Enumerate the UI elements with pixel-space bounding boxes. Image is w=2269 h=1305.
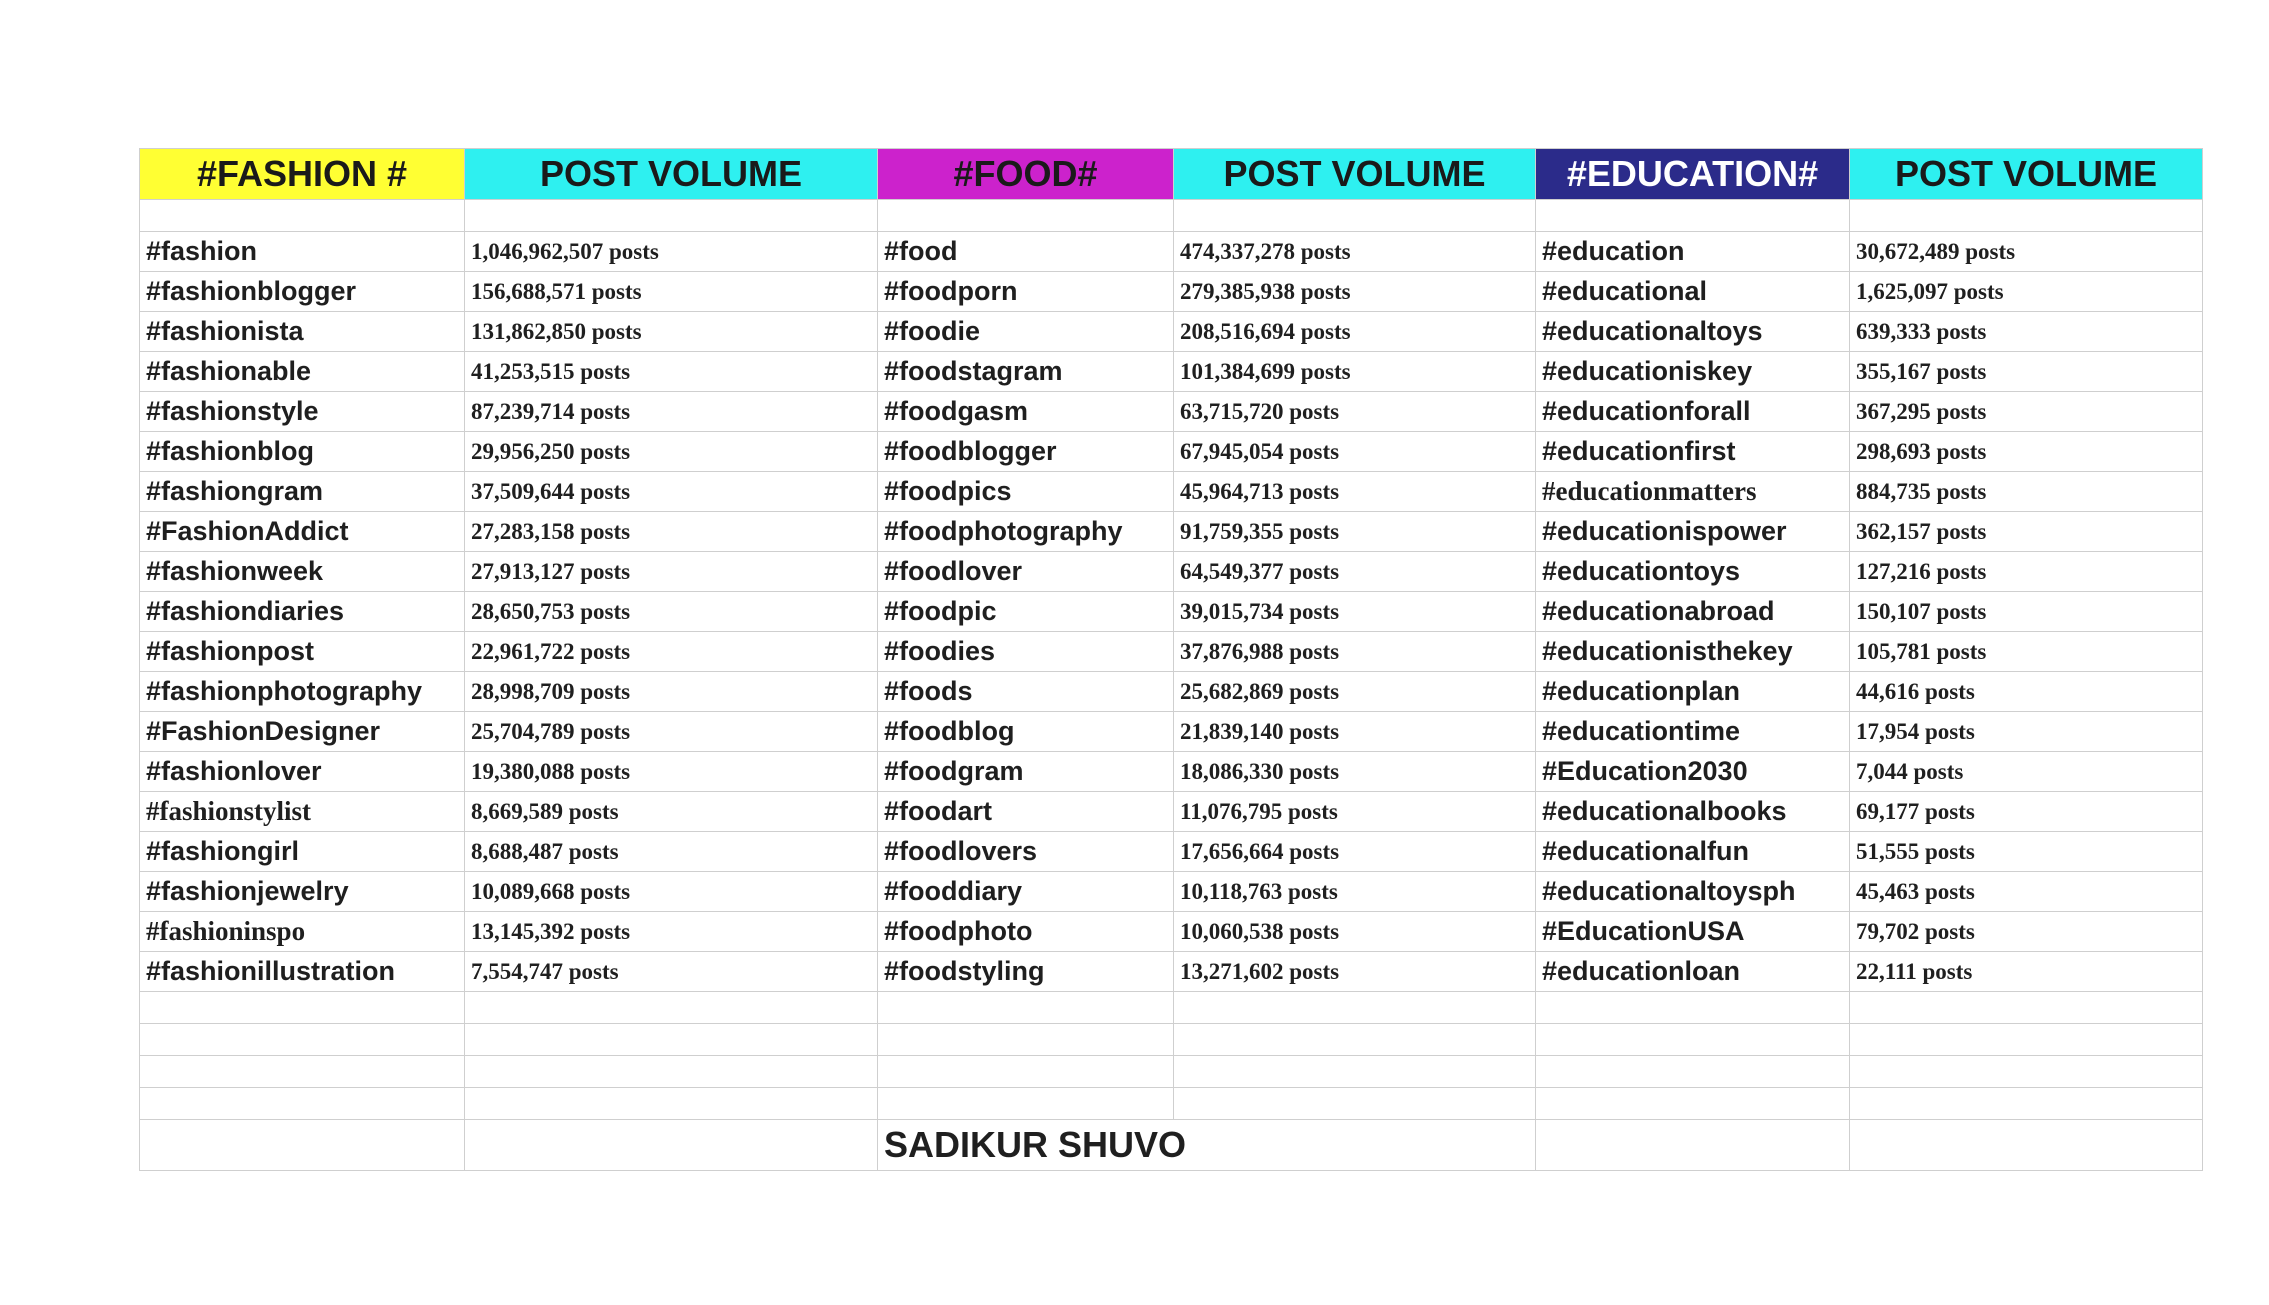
education-hashtag-cell[interactable]: #educationiskey — [1536, 352, 1850, 392]
fashion-post-volume-cell[interactable]: 28,998,709 posts — [465, 672, 878, 712]
fashion-post-volume-cell[interactable]: 37,509,644 posts — [465, 472, 878, 512]
table-row — [140, 712, 2203, 752]
empty-cell[interactable] — [140, 1056, 465, 1088]
food-header[interactable]: #FOOD# — [878, 149, 1174, 200]
fashion-hashtag-cell[interactable]: #fashionista — [140, 312, 465, 352]
fashion-post-volume-cell[interactable]: 87,239,714 posts — [465, 392, 878, 432]
education-post-volume-cell[interactable]: 17,954 posts — [1850, 712, 2203, 752]
empty-cell[interactable] — [1850, 1056, 2203, 1088]
education-hashtag-cell[interactable]: #educationispower — [1536, 512, 1850, 552]
table-row — [140, 232, 2203, 272]
food-hashtag-cell[interactable]: #foodphotography — [878, 512, 1174, 552]
food-hashtag-cell[interactable]: #foodlovers — [878, 832, 1174, 872]
food-hashtag-cell[interactable]: #foodlover — [878, 552, 1174, 592]
food-post-volume-cell[interactable]: 474,337,278 posts — [1174, 232, 1536, 272]
education-hashtag-cell[interactable]: #educationloan — [1536, 952, 1850, 992]
food-hashtag-cell[interactable]: #foodart — [878, 792, 1174, 832]
empty-cell[interactable] — [1174, 1024, 1536, 1056]
empty-cell[interactable] — [140, 1024, 465, 1056]
food-post-volume-cell[interactable]: 18,086,330 posts — [1174, 752, 1536, 792]
empty-cell[interactable] — [1536, 1088, 1850, 1120]
food-hashtag-cell[interactable]: #foodpics — [878, 472, 1174, 512]
food-hashtag-cell[interactable]: #foodporn — [878, 272, 1174, 312]
empty-cell[interactable] — [878, 1024, 1174, 1056]
fashion-hashtag-cell[interactable]: #fashionlover — [140, 752, 465, 792]
fashion-post-volume-cell[interactable]: 29,956,250 posts — [465, 432, 878, 472]
food-post-volume-cell[interactable]: 67,945,054 posts — [1174, 432, 1536, 472]
education-post-volume-cell[interactable]: 30,672,489 posts — [1850, 232, 2203, 272]
education-post-volume-cell[interactable]: 150,107 posts — [1850, 592, 2203, 632]
fashion-hashtag-cell[interactable]: #fashiongirl — [140, 832, 465, 872]
education-hashtag-cell[interactable]: #educationtoys — [1536, 552, 1850, 592]
table-row — [140, 632, 2203, 672]
education-post-volume-cell[interactable]: 298,693 posts — [1850, 432, 2203, 472]
empty-cell[interactable] — [465, 1088, 878, 1120]
empty-cell[interactable] — [465, 1120, 878, 1171]
education-post-volume-cell[interactable]: 127,216 posts — [1850, 552, 2203, 592]
education-post-volume-cell[interactable]: 44,616 posts — [1850, 672, 2203, 712]
education-hashtag-cell[interactable]: #educationforall — [1536, 392, 1850, 432]
education-hashtag-cell[interactable]: #educationalfun — [1536, 832, 1850, 872]
food-hashtag-cell[interactable]: #foodgram — [878, 752, 1174, 792]
education-hashtag-cell[interactable]: #EducationUSA — [1536, 912, 1850, 952]
fashion-hashtag-cell[interactable]: #fashionstyle — [140, 392, 465, 432]
fashion-post-volume-cell[interactable]: 28,650,753 posts — [465, 592, 878, 632]
fashion-hashtag-cell[interactable]: #fashionjewelry — [140, 872, 465, 912]
education-post-volume-cell[interactable]: 7,044 posts — [1850, 752, 2203, 792]
fashion-hashtag-cell[interactable]: #fashion — [140, 232, 465, 272]
education-post-volume-cell[interactable]: 105,781 posts — [1850, 632, 2203, 672]
header-row — [140, 149, 2203, 200]
food-post-volume-cell[interactable]: 208,516,694 posts — [1174, 312, 1536, 352]
food-post-volume-cell[interactable]: 91,759,355 posts — [1174, 512, 1536, 552]
education-post-volume-cell[interactable]: 367,295 posts — [1850, 392, 2203, 432]
food-hashtag-cell[interactable]: #foodstyling — [878, 952, 1174, 992]
table-row — [140, 592, 2203, 632]
empty-cell[interactable] — [465, 1024, 878, 1056]
education-post-volume-cell[interactable]: 69,177 posts — [1850, 792, 2203, 832]
empty-cell[interactable] — [1850, 992, 2203, 1024]
empty-cell[interactable] — [1850, 1120, 2203, 1171]
education-hashtag-cell[interactable]: #educationtime — [1536, 712, 1850, 752]
empty-cell[interactable] — [1174, 1088, 1536, 1120]
table-row — [140, 472, 2203, 512]
food-post-volume-cell[interactable]: 21,839,140 posts — [1174, 712, 1536, 752]
education-hashtag-cell[interactable]: #education — [1536, 232, 1850, 272]
education-post-volume-cell[interactable]: 884,735 posts — [1850, 472, 2203, 512]
food-post-volume-cell[interactable]: 279,385,938 posts — [1174, 272, 1536, 312]
fashion-hashtag-cell[interactable]: #fashionblogger — [140, 272, 465, 312]
food-hashtag-cell[interactable]: #foodpic — [878, 592, 1174, 632]
table-row — [140, 752, 2203, 792]
empty-cell[interactable] — [878, 1088, 1174, 1120]
empty-cell[interactable] — [1536, 1056, 1850, 1088]
empty-row — [140, 992, 2203, 1024]
table-row — [140, 432, 2203, 472]
empty-cell[interactable] — [1536, 200, 1850, 232]
education-hashtag-cell[interactable]: #educationaltoys — [1536, 312, 1850, 352]
education-header[interactable]: #EDUCATION# — [1536, 149, 1850, 200]
fashion-hashtag-cell[interactable]: #fashionstylist — [140, 792, 465, 832]
fashion-post-volume-cell[interactable]: 8,688,487 posts — [465, 832, 878, 872]
author-name[interactable]: SADIKUR SHUVO — [878, 1120, 1536, 1171]
fashion-post-volume-cell[interactable]: 19,380,088 posts — [465, 752, 878, 792]
table-row — [140, 872, 2203, 912]
empty-cell[interactable] — [140, 200, 465, 232]
table-row — [140, 912, 2203, 952]
empty-cell[interactable] — [1174, 992, 1536, 1024]
education-post-volume-cell[interactable]: 51,555 posts — [1850, 832, 2203, 872]
food-hashtag-cell[interactable]: #food — [878, 232, 1174, 272]
education-post-volume-cell[interactable]: 1,625,097 posts — [1850, 272, 2203, 312]
fashion-post-volume-cell[interactable]: 156,688,571 posts — [465, 272, 878, 312]
fashion-hashtag-cell[interactable]: #FashionDesigner — [140, 712, 465, 752]
fashion-hashtag-cell[interactable]: #fashioninspo — [140, 912, 465, 952]
empty-cell[interactable] — [1536, 992, 1850, 1024]
education-post-volume-cell[interactable]: 45,463 posts — [1850, 872, 2203, 912]
fashion-hashtag-cell[interactable]: #fashionblog — [140, 432, 465, 472]
food-post-volume-cell[interactable]: 63,715,720 posts — [1174, 392, 1536, 432]
table-row — [140, 512, 2203, 552]
food-post-volume-cell[interactable]: 10,060,538 posts — [1174, 912, 1536, 952]
empty-cell[interactable] — [140, 992, 465, 1024]
empty-cell[interactable] — [878, 1056, 1174, 1088]
fashion-hashtag-cell[interactable]: #fashionpost — [140, 632, 465, 672]
education-hashtag-cell[interactable]: #educationisthekey — [1536, 632, 1850, 672]
footer-row — [140, 1120, 2203, 1171]
empty-cell[interactable] — [465, 200, 878, 232]
education-post-volume-cell[interactable]: 639,333 posts — [1850, 312, 2203, 352]
fashion-post-volume-cell[interactable]: 25,704,789 posts — [465, 712, 878, 752]
empty-cell[interactable] — [465, 992, 878, 1024]
fashion-hashtag-cell[interactable]: #fashionphotography — [140, 672, 465, 712]
empty-cell[interactable] — [878, 200, 1174, 232]
food-hashtag-cell[interactable]: #foodblogger — [878, 432, 1174, 472]
food-post-volume-cell[interactable]: 13,271,602 posts — [1174, 952, 1536, 992]
fashion-post-volume-cell[interactable]: 13,145,392 posts — [465, 912, 878, 952]
fashion-hashtag-cell[interactable]: #fashionillustration — [140, 952, 465, 992]
hashtag-volume-table — [139, 148, 2203, 1171]
fashion-post-volume-cell[interactable]: 22,961,722 posts — [465, 632, 878, 672]
food-hashtag-cell[interactable]: #foodphoto — [878, 912, 1174, 952]
education-hashtag-cell[interactable]: #educationalbooks — [1536, 792, 1850, 832]
fashion-hashtag-cell[interactable]: #FashionAddict — [140, 512, 465, 552]
education-post-volume-cell[interactable]: 362,157 posts — [1850, 512, 2203, 552]
fashion-post-volume-cell[interactable]: 10,089,668 posts — [465, 872, 878, 912]
empty-cell[interactable] — [1850, 1088, 2203, 1120]
empty-cell[interactable] — [1850, 1024, 2203, 1056]
food-post-volume-cell[interactable]: 17,656,664 posts — [1174, 832, 1536, 872]
fashion-hashtag-cell[interactable]: #fashiongram — [140, 472, 465, 512]
education-hashtag-cell[interactable]: #educational — [1536, 272, 1850, 312]
table-row — [140, 672, 2203, 712]
education-hashtag-cell[interactable]: #Education2030 — [1536, 752, 1850, 792]
empty-cell[interactable] — [878, 992, 1174, 1024]
fashion-post-volume-cell[interactable]: 27,913,127 posts — [465, 552, 878, 592]
table-row — [140, 272, 2203, 312]
fashion-post-volume-cell[interactable]: 8,669,589 posts — [465, 792, 878, 832]
table-row — [140, 552, 2203, 592]
education-hashtag-cell[interactable]: #educationaltoysph — [1536, 872, 1850, 912]
education-hashtag-cell[interactable]: #educationfirst — [1536, 432, 1850, 472]
education-post-volume-cell[interactable]: 355,167 posts — [1850, 352, 2203, 392]
empty-cell[interactable] — [1174, 1056, 1536, 1088]
food-post-volume-cell[interactable]: 64,549,377 posts — [1174, 552, 1536, 592]
table-row — [140, 832, 2203, 872]
education-volume-header[interactable]: POST VOLUME — [1850, 149, 2203, 200]
food-hashtag-cell[interactable]: #foodblog — [878, 712, 1174, 752]
empty-cell[interactable] — [1174, 200, 1536, 232]
food-post-volume-cell[interactable]: 11,076,795 posts — [1174, 792, 1536, 832]
table-row — [140, 392, 2203, 432]
empty-cell[interactable] — [1536, 1120, 1850, 1171]
education-hashtag-cell[interactable]: #educationplan — [1536, 672, 1850, 712]
food-post-volume-cell[interactable]: 39,015,734 posts — [1174, 592, 1536, 632]
food-hashtag-cell[interactable]: #foodie — [878, 312, 1174, 352]
table-row — [140, 952, 2203, 992]
empty-row — [140, 1024, 2203, 1056]
food-post-volume-cell[interactable]: 25,682,869 posts — [1174, 672, 1536, 712]
empty-cell[interactable] — [1850, 200, 2203, 232]
empty-cell[interactable] — [465, 1056, 878, 1088]
spacer-row — [140, 200, 2203, 232]
empty-cell[interactable] — [1536, 1024, 1850, 1056]
empty-cell[interactable] — [140, 1120, 465, 1171]
table-row — [140, 312, 2203, 352]
fashion-volume-header[interactable]: POST VOLUME — [465, 149, 878, 200]
fashion-header[interactable]: #FASHION # — [140, 149, 465, 200]
fashion-hashtag-cell[interactable]: #fashiondiaries — [140, 592, 465, 632]
empty-cell[interactable] — [140, 1088, 465, 1120]
food-hashtag-cell[interactable]: #foodies — [878, 632, 1174, 672]
food-hashtag-cell[interactable]: #fooddiary — [878, 872, 1174, 912]
empty-row — [140, 1056, 2203, 1088]
food-post-volume-cell[interactable]: 10,118,763 posts — [1174, 872, 1536, 912]
fashion-post-volume-cell[interactable]: 7,554,747 posts — [465, 952, 878, 992]
food-volume-header[interactable]: POST VOLUME — [1174, 149, 1536, 200]
food-post-volume-cell[interactable]: 37,876,988 posts — [1174, 632, 1536, 672]
table-row — [140, 792, 2203, 832]
fashion-post-volume-cell[interactable]: 41,253,515 posts — [465, 352, 878, 392]
food-post-volume-cell[interactable]: 45,964,713 posts — [1174, 472, 1536, 512]
empty-row — [140, 1088, 2203, 1120]
fashion-hashtag-cell[interactable]: #fashionweek — [140, 552, 465, 592]
food-post-volume-cell[interactable]: 101,384,699 posts — [1174, 352, 1536, 392]
fashion-hashtag-cell[interactable]: #fashionable — [140, 352, 465, 392]
fashion-post-volume-cell[interactable]: 131,862,850 posts — [465, 312, 878, 352]
education-post-volume-cell[interactable]: 79,702 posts — [1850, 912, 2203, 952]
table-row — [140, 352, 2203, 392]
fashion-post-volume-cell[interactable]: 1,046,962,507 posts — [465, 232, 878, 272]
food-hashtag-cell[interactable]: #foodstagram — [878, 352, 1174, 392]
education-hashtag-cell[interactable]: #educationabroad — [1536, 592, 1850, 632]
education-hashtag-cell[interactable]: #educationmatters — [1536, 472, 1850, 512]
fashion-post-volume-cell[interactable]: 27,283,158 posts — [465, 512, 878, 552]
food-hashtag-cell[interactable]: #foodgasm — [878, 392, 1174, 432]
food-hashtag-cell[interactable]: #foods — [878, 672, 1174, 712]
education-post-volume-cell[interactable]: 22,111 posts — [1850, 952, 2203, 992]
